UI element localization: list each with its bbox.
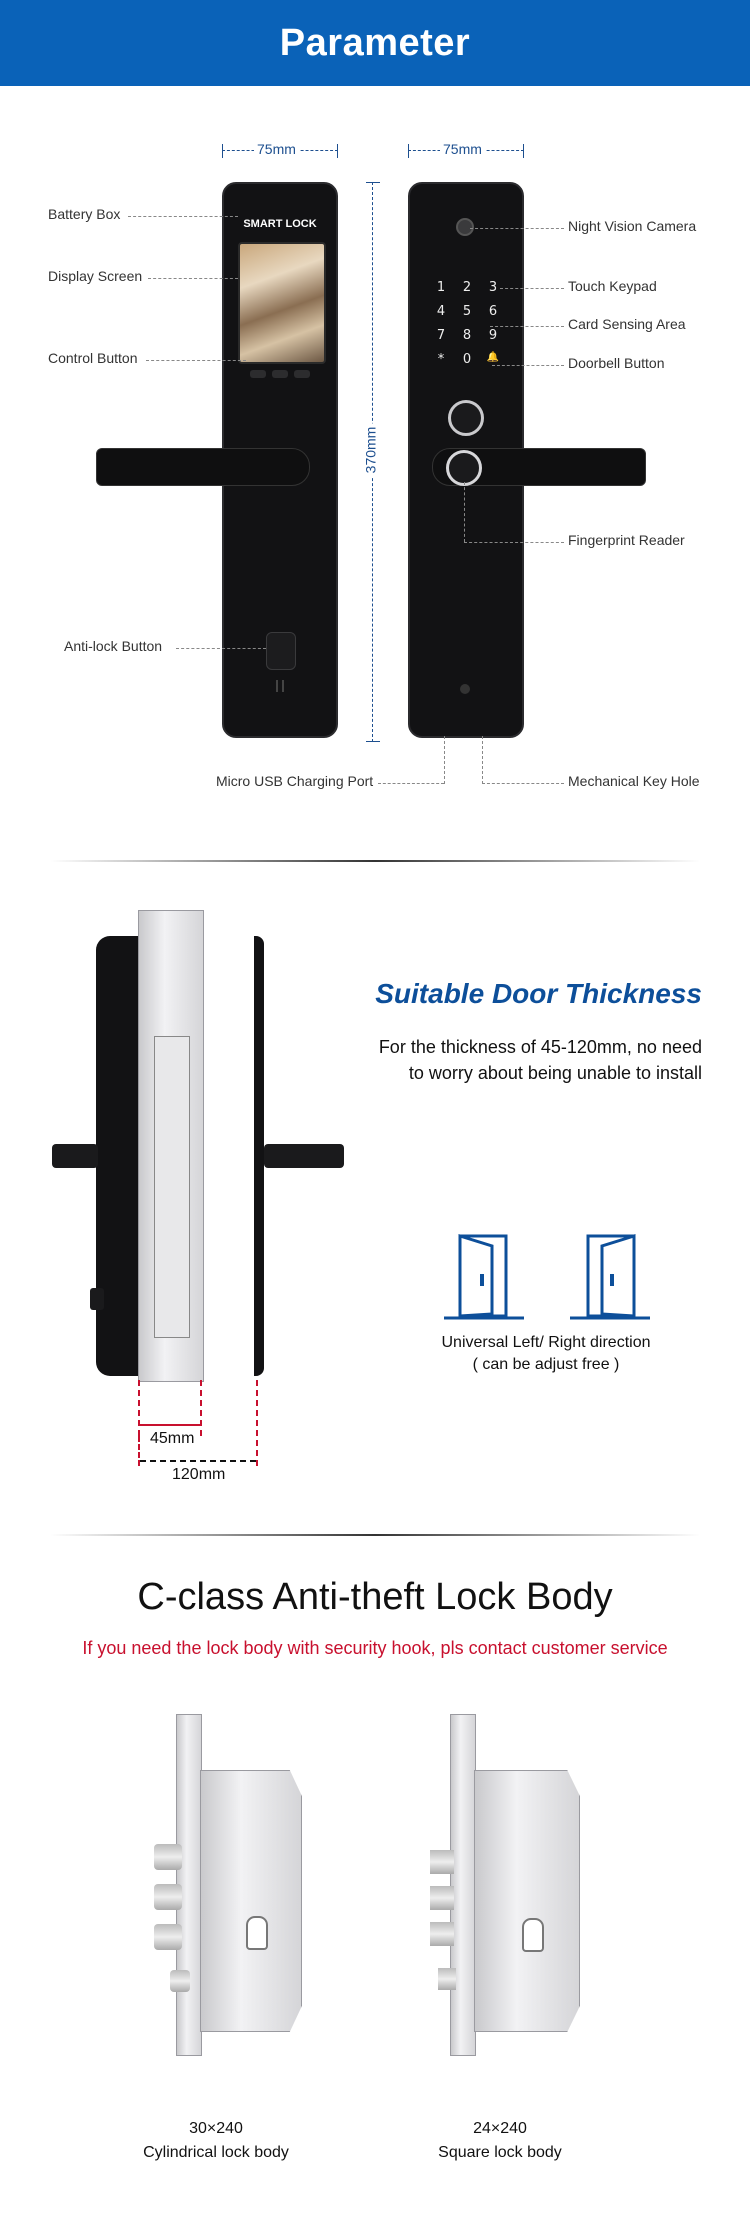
lock-body-subtitle: If you need the lock body with security hook, pls contact customer service: [82, 1638, 668, 1658]
callout-fingerprint: Fingerprint Reader: [568, 532, 685, 548]
keypad-key: 3: [488, 280, 498, 295]
callout-control-button: Control Button: [48, 350, 138, 366]
back-panel-side: [254, 936, 264, 1376]
door-left-icon: [444, 1232, 530, 1322]
callout-display-screen: Display Screen: [48, 268, 143, 284]
fingerprint-reader: [448, 400, 484, 436]
header-bar: [0, 0, 750, 86]
spindle-left: [52, 1144, 98, 1168]
callout-night-vision: Night Vision Camera: [568, 218, 697, 234]
lock-body-name-2: Square lock body: [438, 2144, 562, 2161]
keypad-key: 1: [436, 280, 446, 295]
keypad-key: 9: [488, 328, 498, 343]
lock-body-size-2: 24×240: [473, 2120, 527, 2137]
callout-touch-keypad: Touch Keypad: [568, 278, 657, 294]
knob-side: [90, 1288, 104, 1310]
keypad-key: 4: [436, 304, 446, 319]
width-left-label: 75mm: [254, 141, 299, 157]
keypad-key: 8: [462, 328, 472, 343]
keypad-key: 5: [462, 304, 472, 319]
width-dimension-left: [222, 141, 338, 158]
callout-card-sensing: Card Sensing Area: [568, 316, 686, 332]
door-right-icon: [564, 1232, 650, 1322]
width-right-label: 75mm: [440, 141, 485, 157]
height-dimension: [362, 182, 380, 742]
lock-body-title: C-class Anti-theft Lock Body: [137, 1576, 613, 1618]
thickness-title: Suitable Door Thickness: [375, 978, 702, 1009]
thickness-label-min: 45mm: [150, 1430, 195, 1447]
thickness-label-max: 120mm: [172, 1466, 226, 1483]
anti-lock-knob: [266, 632, 296, 670]
cylindrical-lock-body-image: [150, 1714, 310, 2054]
callout-mechanical-key: Mechanical Key Hole: [568, 773, 700, 789]
keypad-key: 0: [462, 352, 472, 367]
lock-body-name-1: Cylindrical lock body: [143, 2144, 289, 2161]
callout-anti-lock-button: Anti-lock Button: [64, 638, 163, 654]
control-buttons: [250, 370, 310, 380]
parameter-diagram: [0, 86, 750, 856]
callout-micro-usb: Micro USB Charging Port: [216, 773, 374, 789]
callout-battery-box: Battery Box: [48, 206, 121, 222]
keypad-key: *: [437, 352, 445, 367]
front-lever-handle: [96, 448, 310, 486]
display-screen: [238, 242, 326, 364]
section-divider: [50, 1534, 700, 1536]
width-dimension-right: [408, 141, 524, 158]
doorbell-icon: 🔔: [486, 352, 500, 363]
lock-body-size-1: 30×240: [189, 2120, 243, 2137]
spindle-right: [264, 1144, 344, 1168]
square-lock-body-image: [430, 1714, 590, 2054]
lock-brand-label: SMART LOCK: [243, 218, 317, 230]
keypad-key: 2: [462, 280, 472, 295]
mortise-plate: [154, 1036, 190, 1338]
door-thickness-section: [0, 880, 750, 1520]
height-label: 370mm: [362, 424, 378, 477]
direction-line2: ( can be adjust free ): [472, 1356, 620, 1373]
night-vision-camera: [456, 218, 474, 236]
callout-doorbell: Doorbell Button: [568, 355, 665, 371]
key-hole: [460, 684, 470, 694]
keypad-key: 6: [488, 304, 498, 319]
section-divider: [50, 860, 700, 862]
page-title: Parameter: [279, 22, 471, 64]
thickness-desc-line2: to worry about being unable to install: [408, 1063, 702, 1083]
keypad-key: 7: [436, 328, 446, 343]
lock-side-view: [96, 936, 140, 1376]
direction-line1: Universal Left/ Right direction: [441, 1334, 651, 1351]
thickness-marker-max: [138, 1380, 258, 1480]
key-hole-slots: [274, 680, 286, 692]
fingerprint-ring: [446, 450, 482, 486]
thickness-desc-line1: For the thickness of 45-120mm, no need: [378, 1037, 702, 1057]
